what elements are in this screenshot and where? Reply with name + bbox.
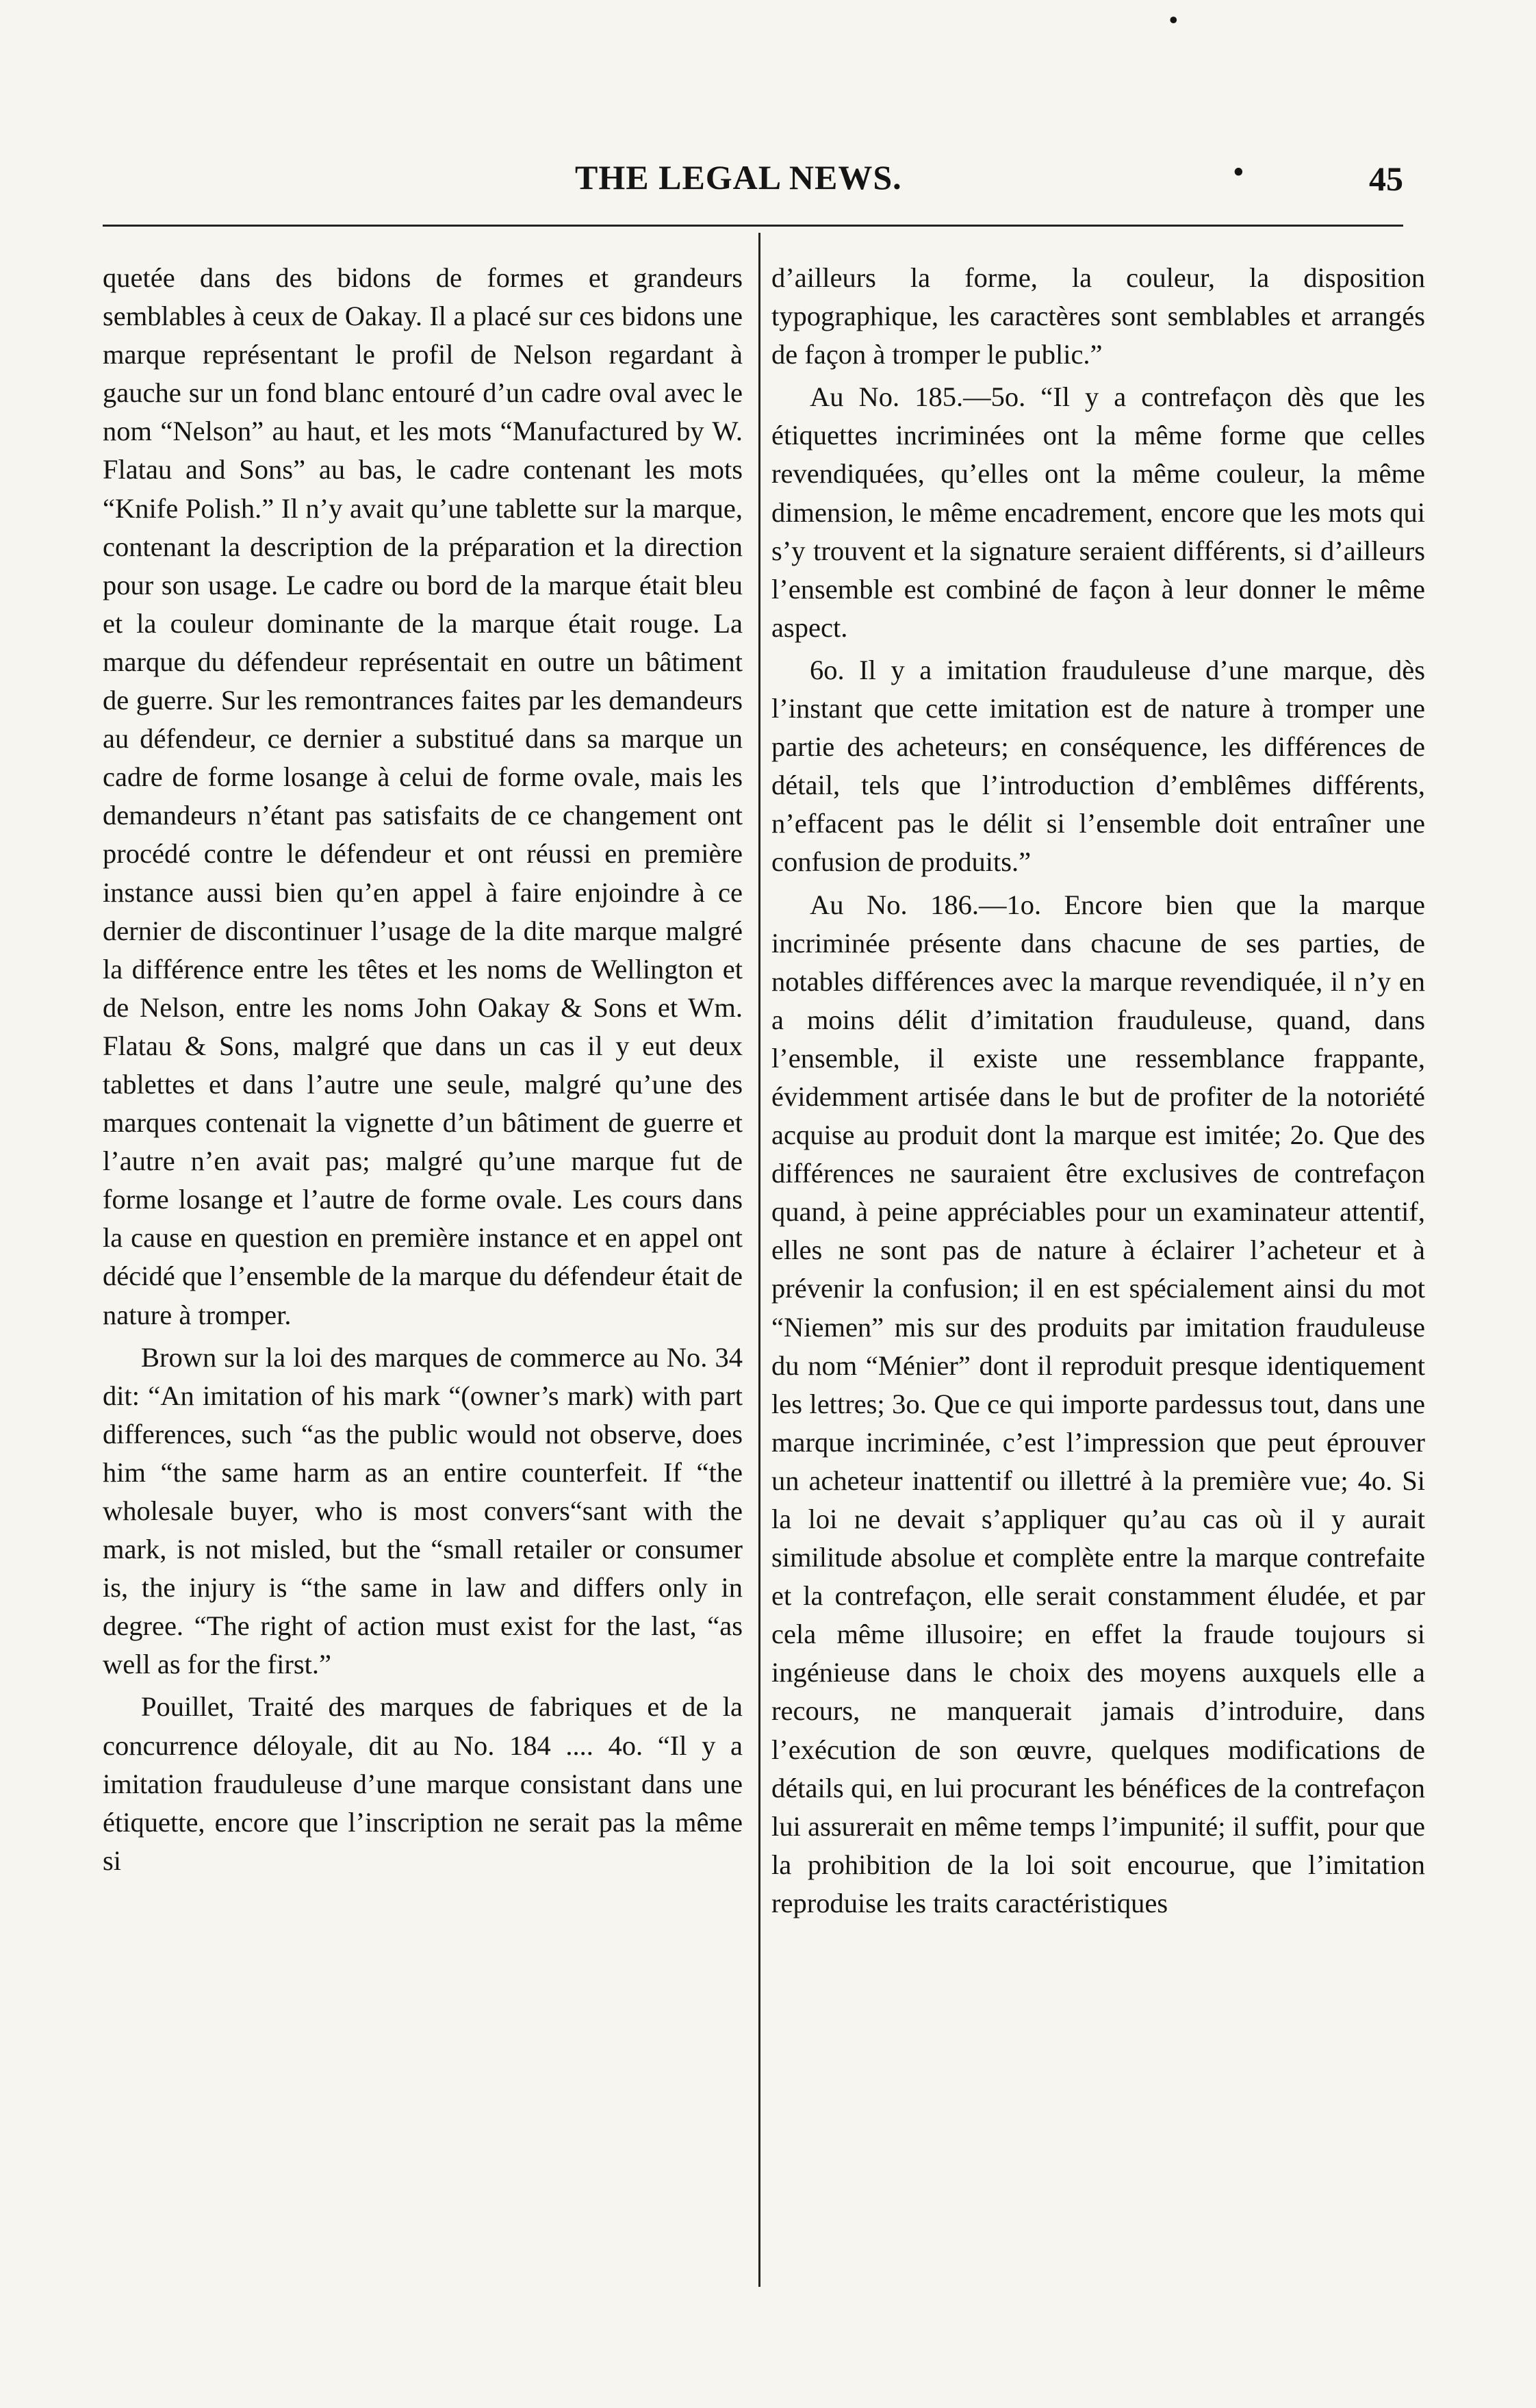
- right-paragraph-1: d’ailleurs la forme, la couleur, la disposition typographique, les caractères sont semblables et arrangés de façon à tromper le public.”: [771, 262, 1425, 370]
- right-paragraph-4: Au No. 186.—1o. Encore bien que la marque incriminée présente dans chacune de ses parties, de notables différences avec la marque revendiquée, il n’y en a moins délit d’imitation frauduleuse, quand, dans l’ensemble, il existe une ressemblance frappante, évidemment artisée dans le but de profiter de la notoriété acquise au produit dont la marque est imitée; 2o. Que des différences ne sauraient être exclusives de contrefaçon quand, à peine appréciables pour un examinateur attentif, elles ne sont pas de nature à éclairer l’acheteur et à prévenir la confusion; il en est spécialement ainsi du mot “Niemen” mis sur des produits par imitation frauduleuse du nom “Ménier” dont il reproduit presque identiquement les lettres; 3o. Que ce qui importe pardessus tout, dans une marque incriminée, c’est l’impression que peut éprouver un acheteur inattentif ou illettré à la première vue; 4o. Si la loi ne devait s’appliquer qu’au cas où il y aurait similitude absolue et complète entre la marque contrefaite et la contrefaçon, elle serait constamment éludée, et par cela même illusoire; en effet la fraude toujours si ingénieuse dans le choix des moyens auxquels elle a recours, ne manquerait jamais d’introduire, dans l’exécution de son œuvre, quelques modifications de détails qui, en lui procurant les bénéfices de la contrefaçon lui assurerait en même temps l’impunité; il suffit, pour que la prohibition de la loi soit encourue, que l’imitation reproduise les traits caractéristiques: [771, 889, 1425, 1918]
- right-column: [771, 259, 1425, 1923]
- stray-mark: •: [1169, 6, 1178, 34]
- page-number: 45: [1369, 160, 1403, 198]
- left-column: [103, 259, 743, 1880]
- right-paragraph-3: 6o. Il y a imitation frauduleuse d’une marque, dès l’instant que cette imitation est de nature à tromper une partie des acheteurs; en conséquence, les différences de détail, tels que l’introduction d’emblêmes différents, n’effacent pas le délit si l’ensemble doit entraîner une confusion de produits.”: [771, 654, 1425, 878]
- left-paragraph-1: quetée dans des bidons de formes et grandeurs semblables à ceux de Oakay. Il a placé sur ces bidons une marque représentant le profil de Nelson regardant à gauche sur un fond blanc entouré d’un cadre oval avec le nom “Nelson” au haut, et les mots “Manufactured by W. Flatau and Sons” au bas, le cadre contenant les mots “Knife Polish.” Il n’y avait qu’une tablette sur la marque, contenant la description de la préparation et la direction pour son usage. Le cadre ou bord de la marque était bleu et la couleur dominante de la marque était rouge. La marque du défendeur représentait en outre un bâtiment de guerre. Sur les remontrances faites par les demandeurs au défendeur, ce dernier a substitué dans sa marque un cadre de forme losange à celui de forme ovale, mais les demandeurs n’étant pas satisfaits de ce changement ont procédé contre le défendeur et ont réussi en première instance aussi bien qu’en appel à faire enjoindre à ce dernier de discontinuer l’usage de la dite marque malgré la différence entre les têtes et les noms de Wellington et de Nelson, entre les noms John Oakay & Sons et Wm. Flatau & Sons, malgré que dans un cas il y eut deux tablettes et dans l’autre une seule, malgré qu’une des marques contenait la vignette d’un bâtiment de guerre et l’autre n’en avait pas; malgré qu’une marque fut de forme losange et l’autre de forme ovale. Les cours dans la cause en question en première instance et en appel ont décidé que l’ensemble de la marque du défendeur était de nature à tromper.: [103, 262, 743, 1330]
- header-rule: [103, 225, 1403, 227]
- running-title: THE LEGAL NEWS.: [575, 158, 902, 197]
- page-header: [103, 137, 1403, 205]
- right-paragraph-2: Au No. 185.—5o. “Il y a contrefaçon dès que les étiquettes incriminées ont la même forme que celles revendiquées, qu’elles ont la même couleur, la même dimension, le même encadrement, encore que les mots qui s’y trouvent et la signature seraient différents, si d’ailleurs l’ensemble est combiné de façon à leur donner le même aspect.: [771, 381, 1425, 643]
- left-paragraph-2: Brown sur la loi des marques de commerce au No. 34 dit: “An imitation of his mark “(owner’s mark) with part differences, such “as the public would not observe, does him “the same harm as an entire counterfeit. If “the wholesale buyer, who is most convers“sant with the mark, is not misled, but the “small retailer or consumer is, the injury is “the same in law and differs only in degree. “The right of action must exist for the last, “as well as for the first.”: [103, 1341, 743, 1680]
- header-dot: •: [1233, 157, 1244, 188]
- column-divider: [758, 233, 760, 2287]
- left-paragraph-3: Pouillet, Traité des marques de fabriques et de la concurrence déloyale, dit au No. 184 .... 4o. “Il y a imitation frauduleuse d’une marque consistant dans une étiquette, encore que l’inscription ne serait pas la même si: [103, 1691, 743, 1876]
